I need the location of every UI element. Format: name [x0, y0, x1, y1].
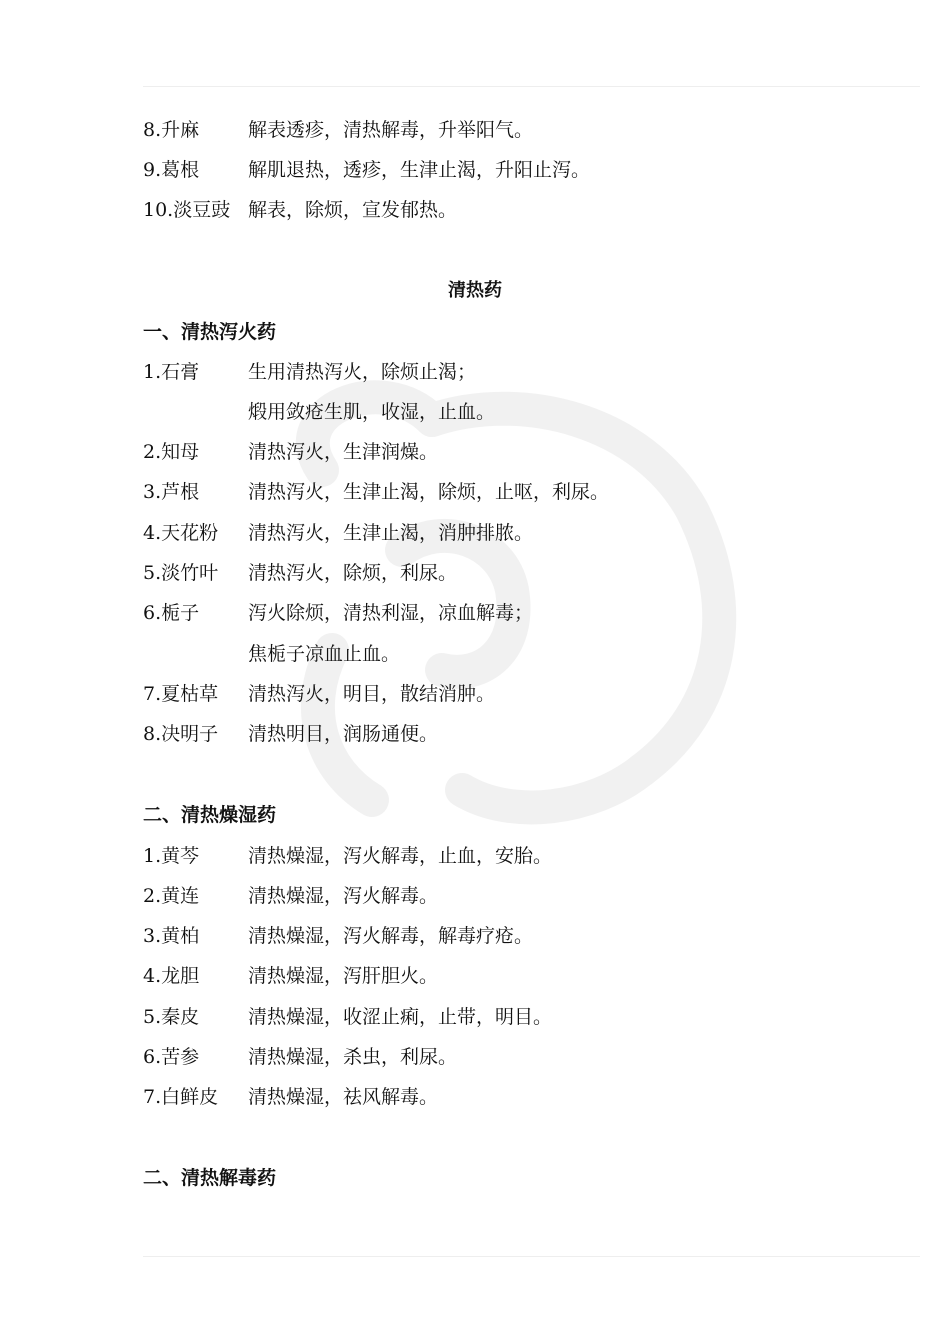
herb-desc: 清热泻火，除烦，利尿。 — [248, 562, 458, 584]
herb-name: 9.葛根 — [143, 159, 200, 181]
list-item — [143, 836, 552, 876]
herb-desc: 清热燥湿，收涩止痢，止带，明目。 — [248, 1006, 553, 1028]
herb-desc-continued: 煅用敛疮生肌，收湿，止血。 — [248, 401, 496, 423]
herb-name: 2.知母 — [143, 441, 200, 463]
list-item — [143, 714, 438, 754]
list-item — [143, 513, 533, 553]
herb-desc: 解表，除烦，宣发郁热。 — [248, 199, 458, 221]
herb-name: 5.淡竹叶 — [143, 562, 219, 584]
list-item — [143, 916, 533, 956]
herb-name: 5.秦皮 — [143, 1006, 200, 1028]
herb-name: 7.白鲜皮 — [143, 1086, 219, 1108]
herb-name: 4.天花粉 — [143, 522, 219, 544]
herb-name: 3.芦根 — [143, 481, 200, 503]
herb-name: 6.栀子 — [143, 602, 200, 624]
herb-name: 3.黄柏 — [143, 925, 200, 947]
herb-desc: 泻火除烦，清热利湿，凉血解毒； — [248, 602, 534, 624]
herb-desc: 清热燥湿，泻火解毒，解毒疗疮。 — [248, 925, 534, 947]
herb-desc: 清热燥湿，泻火解毒，止血，安胎。 — [248, 845, 553, 867]
herb-name: 7.夏枯草 — [143, 683, 219, 705]
herb-name: 2.黄连 — [143, 885, 200, 907]
herb-name: 6.苦参 — [143, 1046, 200, 1068]
herb-name: 1.石膏 — [143, 361, 200, 383]
herb-desc: 解肌退热，透疹，生津止渴，升阳止泻。 — [248, 159, 591, 181]
list-item — [143, 110, 533, 150]
herb-desc: 清热明目，润肠通便。 — [248, 723, 439, 745]
herb-name: 10.淡豆豉 — [143, 199, 231, 221]
list-item — [143, 997, 552, 1037]
herb-desc: 解表透疹，清热解毒，升举阳气。 — [248, 119, 534, 141]
herb-desc: 清热泻火，明目，散结消肿。 — [248, 683, 496, 705]
herb-desc: 生用清热泻火，除烦止渴； — [248, 361, 477, 383]
list-item — [143, 956, 438, 996]
group-heading: 一、清热泻火药 — [143, 321, 277, 343]
herb-name: 4.龙胆 — [143, 965, 200, 987]
group-heading: 二、清热燥湿药 — [143, 804, 277, 826]
list-item — [143, 190, 457, 230]
herb-desc-continued: 焦栀子凉血止血。 — [248, 643, 401, 665]
herb-desc: 清热泻火，生津润燥。 — [248, 441, 439, 463]
herb-desc: 清热燥湿，泻肝胆火。 — [248, 965, 439, 987]
list-item — [143, 432, 438, 472]
list-item — [143, 1037, 457, 1077]
section-title: 清热药 — [448, 280, 502, 301]
herb-name: 8.升麻 — [143, 119, 200, 141]
list-item — [143, 150, 590, 190]
herb-desc: 清热燥湿，杀虫，利尿。 — [248, 1046, 458, 1068]
herb-desc: 清热燥湿，泻火解毒。 — [248, 885, 439, 907]
herb-desc: 清热燥湿，祛风解毒。 — [248, 1086, 439, 1108]
list-item — [143, 876, 438, 916]
list-item — [143, 472, 609, 512]
list-item — [143, 1077, 438, 1117]
list-item — [143, 352, 476, 392]
list-item — [143, 593, 533, 633]
herb-name: 8.决明子 — [143, 723, 219, 745]
bottom-divider — [143, 1256, 920, 1257]
list-item — [143, 674, 495, 714]
top-divider — [143, 86, 920, 87]
list-item — [143, 553, 457, 593]
herb-name: 1.黄芩 — [143, 845, 200, 867]
group-heading: 二、清热解毒药 — [143, 1167, 277, 1189]
herb-desc: 清热泻火，生津止渴，除烦，止呕，利尿。 — [248, 481, 610, 503]
herb-desc: 清热泻火，生津止渴，消肿排脓。 — [248, 522, 534, 544]
